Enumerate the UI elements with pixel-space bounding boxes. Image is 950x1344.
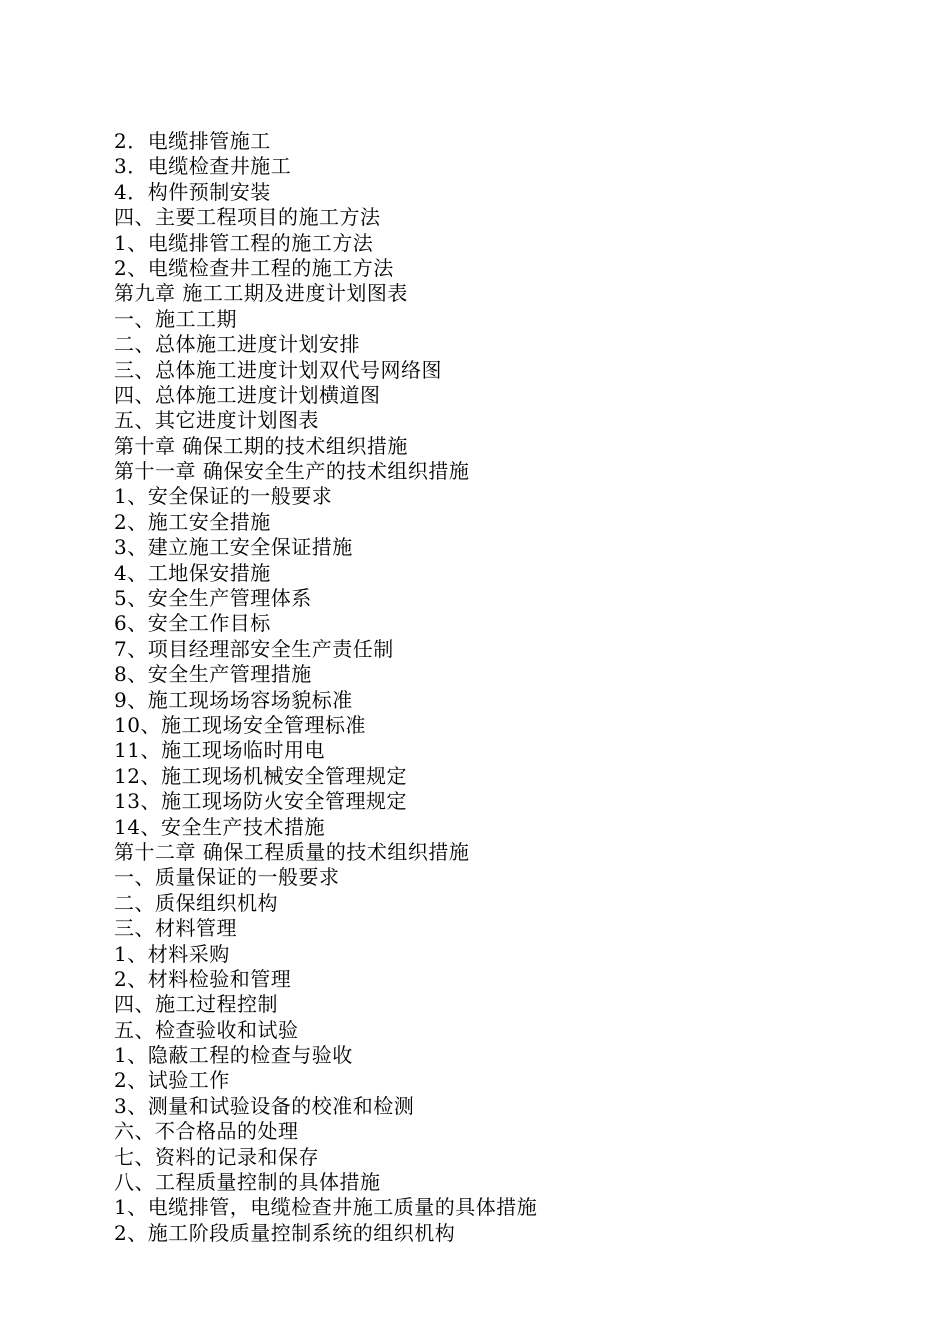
toc-line: 8、安全生产管理措施 — [114, 662, 312, 687]
toc-line: 9、施工现场场容场貌标准 — [114, 687, 353, 712]
toc-line: 四、总体施工进度计划横道图 — [114, 382, 381, 407]
toc-line: 六、不合格品的处理 — [114, 1119, 299, 1144]
toc-line: 13、施工现场防火安全管理规定 — [114, 789, 407, 814]
toc-line: 12、施工现场机械安全管理规定 — [114, 763, 407, 788]
toc-line: 5、安全生产管理体系 — [114, 586, 312, 611]
toc-line: 3、测量和试验设备的校准和检测 — [114, 1093, 415, 1118]
toc-line: 七、资料的记录和保存 — [114, 1144, 319, 1169]
toc-line: 三、总体施工进度计划双代号网络图 — [114, 357, 442, 382]
toc-line: 6、安全工作目标 — [114, 611, 271, 636]
toc-line: 四、施工过程控制 — [114, 992, 278, 1017]
toc-line: 2、材料检验和管理 — [114, 966, 292, 991]
toc-line: 四、主要工程项目的施工方法 — [114, 205, 381, 230]
toc-line: 7、项目经理部安全生产责任制 — [114, 636, 394, 661]
toc-line: 10、施工现场安全管理标准 — [114, 712, 366, 737]
toc-line: 第九章 施工工期及进度计划图表 — [114, 281, 408, 306]
toc-line: 4、工地保安措施 — [114, 560, 271, 585]
toc-line: 1、安全保证的一般要求 — [114, 484, 333, 509]
toc-line: 2．电缆排管施工 — [114, 129, 271, 153]
toc-line: 二、总体施工进度计划安排 — [114, 332, 360, 357]
toc-line: 二、质保组织机构 — [114, 890, 278, 915]
toc-line: 2、电缆检查井工程的施工方法 — [114, 255, 394, 280]
toc-line: 2、试验工作 — [114, 1068, 230, 1093]
toc-line: 1、电缆排管，电缆检查井施工质量的具体措施 — [114, 1195, 538, 1220]
toc-line: 三、材料管理 — [114, 916, 237, 941]
table-of-contents — [114, 129, 894, 1246]
toc-line: 1、电缆排管工程的施工方法 — [114, 230, 374, 255]
toc-line: 2、施工安全措施 — [114, 509, 271, 534]
toc-line: 五、检查验收和试验 — [114, 1017, 299, 1042]
toc-line: 11、施工现场临时用电 — [114, 738, 325, 763]
toc-line: 第十章 确保工期的技术组织措施 — [114, 433, 408, 458]
toc-line: 八、工程质量控制的具体措施 — [114, 1170, 381, 1195]
toc-line: 4．构件预制安装 — [114, 179, 271, 204]
toc-line: 第十二章 确保工程质量的技术组织措施 — [114, 839, 470, 864]
toc-line: 一、施工工期 — [114, 306, 237, 331]
toc-line: 五、其它进度计划图表 — [114, 408, 319, 433]
toc-line: 14、安全生产技术措施 — [114, 814, 325, 839]
toc-line: 3、建立施工安全保证措施 — [114, 535, 353, 560]
toc-line: 一、质量保证的一般要求 — [114, 865, 340, 890]
toc-line: 3．电缆检查井施工 — [114, 154, 292, 179]
toc-line: 第十一章 确保安全生产的技术组织措施 — [114, 459, 470, 484]
toc-line: 2、施工阶段质量控制系统的组织机构 — [114, 1220, 456, 1245]
toc-line: 1、隐蔽工程的检查与验收 — [114, 1043, 353, 1068]
toc-line: 1、材料采购 — [114, 941, 230, 966]
